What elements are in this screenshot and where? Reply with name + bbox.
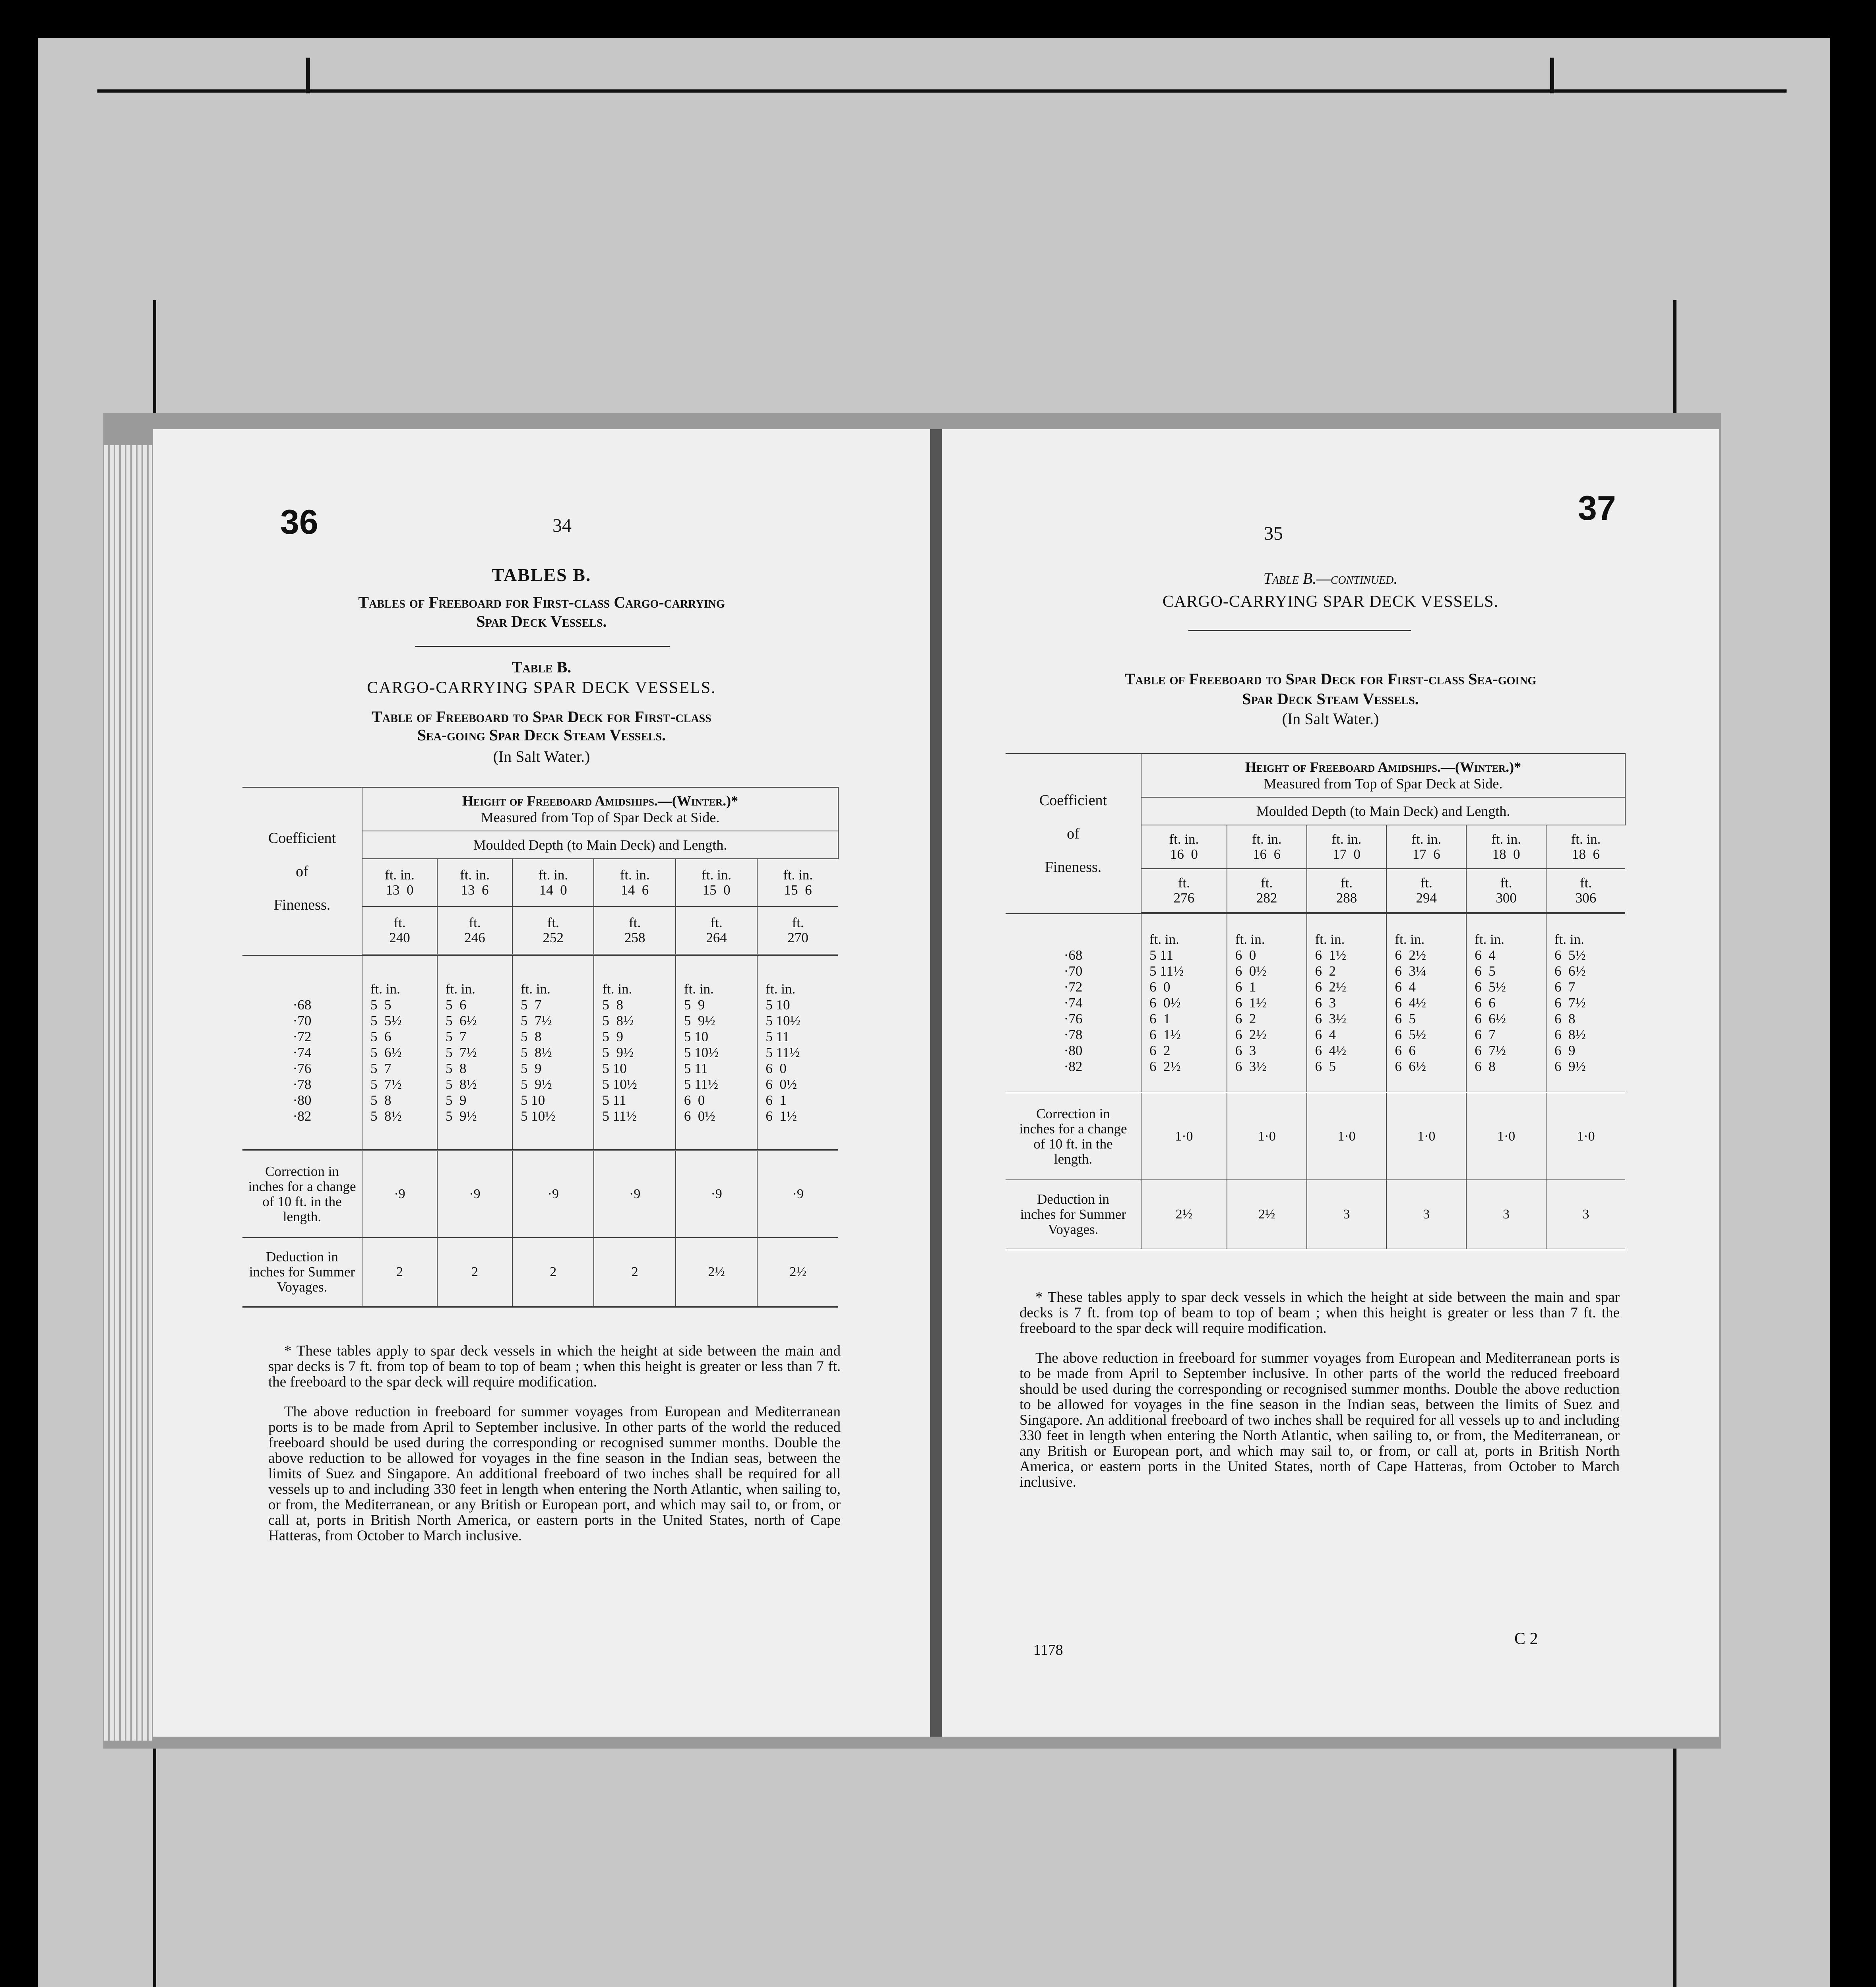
depth-cell: ft. in. 13 6 — [437, 859, 512, 906]
left-folio: 34 — [552, 515, 572, 536]
correction-cell: 1·0 — [1386, 1092, 1466, 1180]
freeboard-column: ft. in. 6 4 6 5 6 5½ 6 6 6 6½ 6 7 6 7½ 6 8 — [1475, 931, 1506, 1074]
deduction-cell: 3 — [1386, 1180, 1466, 1249]
deduction-cell: 2 — [512, 1238, 594, 1307]
correction-cell: ·9 — [362, 1150, 437, 1238]
deduction-label: Deduction in inches for Summer Voyages. — [242, 1238, 362, 1307]
correction-cell: 1·0 — [1546, 1092, 1625, 1180]
length-cell: ft. 306 — [1546, 869, 1625, 912]
length-cell: ft. 294 — [1386, 869, 1466, 912]
moulded-depth-header: Moulded Depth (to Main Deck) and Length. — [1141, 797, 1625, 825]
deduction-label: Deduction in inches for Summer Voyages. — [1006, 1180, 1141, 1249]
correction-cell: 1·0 — [1141, 1092, 1227, 1180]
depth-cell: ft. in. 14 0 — [512, 859, 594, 906]
deduction-cell: 2 — [594, 1238, 675, 1307]
freeboard-column: ft. in. 5 6 5 6½ 5 7 5 7½ 5 8 5 8½ 5 9 5 9½ — [446, 981, 477, 1124]
deduction-cell: 2 — [437, 1238, 512, 1307]
freeboard-column: ft. in. 6 1½ 6 2 6 2½ 6 3 6 3½ 6 4 6 4½ 6 5 — [1315, 931, 1347, 1074]
right-footnote: * These tables apply to spar deck vessels in which the height at side between the main and spar decks is 7 ft. from top of beam to top of beam ; when this height is greater or less than 7 ft. the freeboard to the spar deck will require modification. — [1019, 1289, 1620, 1336]
correction-cell: 1·0 — [1227, 1092, 1307, 1180]
depth-cell: ft. in. 14 6 — [594, 859, 675, 906]
left-stamp-number: 36 — [280, 503, 318, 541]
depth-cell: ft. in. 17 0 — [1307, 825, 1387, 869]
length-cell: ft. 246 — [437, 906, 512, 954]
coefficient-values-cell — [242, 955, 362, 1150]
depth-cell: ft. in. 15 6 — [757, 859, 838, 906]
depth-cell: ft. in. 16 0 — [1141, 825, 1227, 869]
left-table-sub-2: Sea-going Spar Deck Steam Vessels. — [417, 726, 666, 744]
correction-cell: ·9 — [757, 1150, 838, 1238]
signature-mark: C 2 — [1514, 1630, 1538, 1648]
freeboard-column: ft. in. 5 10 5 10½ 5 11 5 11½ 6 0 6 0½ 6 1 6 1½ — [766, 981, 800, 1124]
right-table-sub-1: Table of Freeboard to Spar Deck for First-class Sea-going — [1124, 670, 1537, 688]
freeboard-column: ft. in. 5 9 5 9½ 5 10 5 10½ 5 11 5 11½ 6 0 6 0½ — [684, 981, 719, 1124]
deduction-cell: 2½ — [1227, 1180, 1307, 1249]
height-header: Height of Freeboard Amidships.—(Winter.)* Measured from Top of Spar Deck at Side. — [362, 787, 838, 831]
coefficient-header: Coefficient of Fineness. — [1006, 753, 1141, 914]
right-table-sub-2: Spar Deck Steam Vessels. — [1242, 690, 1419, 708]
right-table-sub-3: (In Salt Water.) — [1282, 710, 1379, 728]
freeboard-column: ft. in. 5 7 5 7½ 5 8 5 8½ 5 9 5 9½ 5 10 5 10½ — [521, 981, 556, 1124]
left-title: TABLES B. — [492, 565, 591, 585]
left-table-label: Table B. — [512, 658, 572, 676]
freeboard-column: ft. in. 6 2½ 6 3¼ 6 4 6 4½ 6 5 6 5½ 6 6 6 6½ — [1395, 931, 1426, 1074]
deduction-cell: 3 — [1546, 1180, 1625, 1249]
length-cell: ft. 282 — [1227, 869, 1307, 912]
left-subtitle-2: Spar Deck Vessels. — [476, 612, 607, 630]
right-notes — [1019, 1290, 1620, 1504]
height-header: Height of Freeboard Amidships.—(Winter.)* Measured from Top of Spar Deck at Side. — [1141, 753, 1625, 797]
right-freeboard-table — [1006, 753, 1626, 1250]
correction-cell: ·9 — [676, 1150, 757, 1238]
deduction-cell: 2 — [362, 1238, 437, 1307]
left-page — [153, 429, 930, 1737]
deduction-cell: 2½ — [1141, 1180, 1227, 1249]
page-edges — [104, 445, 152, 1741]
right-stamp-number: 37 — [1578, 489, 1616, 527]
registration-tick-right — [1550, 58, 1554, 93]
freeboard-column: ft. in. 6 5½ 6 6½ 6 7 6 7½ 6 8 6 8½ 6 9 6 9½ — [1554, 931, 1586, 1074]
left-table-sub-1: Table of Freeboard to Spar Deck for First-class — [372, 708, 711, 726]
freeboard-column: ft. in. 5 5 5 5½ 5 6 5 6½ 5 7 5 7½ 5 8 5 8½ — [370, 981, 402, 1124]
left-divider — [415, 646, 670, 647]
length-cell: ft. 276 — [1141, 869, 1227, 912]
registration-tick-left — [306, 58, 310, 93]
length-cell: ft. 300 — [1466, 869, 1546, 912]
left-freeboard-table — [242, 787, 839, 1308]
right-folio: 35 — [1264, 523, 1283, 544]
depth-cell: ft. in. 13 0 — [362, 859, 437, 906]
length-cell: ft. 240 — [362, 906, 437, 954]
length-cell: ft. 252 — [512, 906, 594, 954]
correction-cell: 1·0 — [1307, 1092, 1387, 1180]
deduction-cell: 2½ — [757, 1238, 838, 1307]
coefficient-values: ·68 ·70 ·72 ·74 ·76 ·78 ·80 ·82 — [293, 997, 312, 1124]
left-subtitle-1: Tables of Freeboard for First-class Cargo-carrying — [358, 593, 725, 611]
left-paragraph: The above reduction in freeboard for summer voyages from European and Mediterranean ports is to be made from April to September inclusive. In other parts of the world the reduced freeboard should be used during the corresponding or recognised summer months. Double the above reduction to be allowed for voyages in the fine season in the Indian seas, between the limits of Suez and Singapore. An additional freeboard of two inches shall be required for all vessels up to and including 330 feet in length when entering the North Atlantic, when sailing to, or from, the Mediterranean, or any British or European port, and which may sail to, or from, or call at, ports in British North America, or eastern ports in the United States, north of Cape Hatteras, from October to March inclusive. — [268, 1404, 841, 1544]
depth-cell: ft. in. 15 0 — [676, 859, 757, 906]
registration-line-top — [97, 89, 1787, 93]
depth-cell: ft. in. 17 6 — [1386, 825, 1466, 869]
deduction-cell: 2½ — [676, 1238, 757, 1307]
correction-cell: ·9 — [512, 1150, 594, 1238]
print-number: 1178 — [1033, 1642, 1063, 1658]
book-gutter — [930, 429, 942, 1737]
depth-cell: ft. in. 18 0 — [1466, 825, 1546, 869]
freeboard-column: ft. in. 6 0 6 0½ 6 1 6 1½ 6 2 6 2½ 6 3 6 3½ — [1235, 931, 1267, 1074]
left-table-title: CARGO-CARRYING SPAR DECK VESSELS. — [367, 679, 716, 697]
left-table-sub-3: (In Salt Water.) — [493, 748, 590, 765]
correction-cell: ·9 — [437, 1150, 512, 1238]
right-divider — [1188, 630, 1411, 631]
right-title: Table B.—continued. — [1263, 569, 1398, 587]
coefficient-header: Coefficient of Fineness. — [242, 787, 362, 955]
correction-cell: 1·0 — [1466, 1092, 1546, 1180]
freeboard-column: ft. in. 5 8 5 8½ 5 9 5 9½ 5 10 5 10½ 5 11 5 11½ — [602, 981, 637, 1124]
coefficient-values-cell — [1006, 914, 1141, 1092]
length-cell: ft. 264 — [676, 906, 757, 954]
deduction-cell: 3 — [1466, 1180, 1546, 1249]
correction-cell: ·9 — [594, 1150, 675, 1238]
length-cell: ft. 288 — [1307, 869, 1387, 912]
left-footnote: * These tables apply to spar deck vessels in which the height at side between the main and spar decks is 7 ft. from top of beam to top of beam ; when this height is greater or less than 7 ft. the freeboard to the spar deck will require modification. — [268, 1343, 841, 1390]
left-notes — [268, 1343, 841, 1558]
correction-label: Correction in inches for a change of 10 ft. in the length. — [242, 1150, 362, 1238]
freeboard-column: ft. in. 5 11 5 11½ 6 0 6 0½ 6 1 6 1½ 6 2 6 2½ — [1149, 931, 1184, 1074]
right-table-title: CARGO-CARRYING SPAR DECK VESSELS. — [1162, 593, 1499, 611]
right-paragraph: The above reduction in freeboard for summer voyages from European and Mediterranean ports is to be made from April to September inclusive. In other parts of the world the reduced freeboard should be used during the corresponding or recognised summer months. Double the above reduction to be allowed for voyages in the fine season in the Indian seas, between the limits of Suez and Singapore. An additional freeboard of two inches shall be required for all vessels up to and including 330 feet in length when entering the North Atlantic, when sailing to, or from, the Mediterranean, or any British or European port, and which may sail to, or from, or call at, ports in British North America, or eastern ports in the United States, north of Cape Hatteras, from October to March inclusive. — [1019, 1350, 1620, 1490]
length-cell: ft. 270 — [757, 906, 838, 954]
depth-cell: ft. in. 18 6 — [1546, 825, 1625, 869]
correction-label: Correction in inches for a change of 10 ft. in the length. — [1006, 1092, 1141, 1180]
deduction-cell: 3 — [1307, 1180, 1387, 1249]
right-page — [942, 429, 1719, 1737]
coefficient-values: ·68 ·70 ·72 ·74 ·76 ·78 ·80 ·82 — [1064, 947, 1083, 1074]
depth-cell: ft. in. 16 6 — [1227, 825, 1307, 869]
moulded-depth-header: Moulded Depth (to Main Deck) and Length. — [362, 831, 838, 859]
length-cell: ft. 258 — [594, 906, 675, 954]
